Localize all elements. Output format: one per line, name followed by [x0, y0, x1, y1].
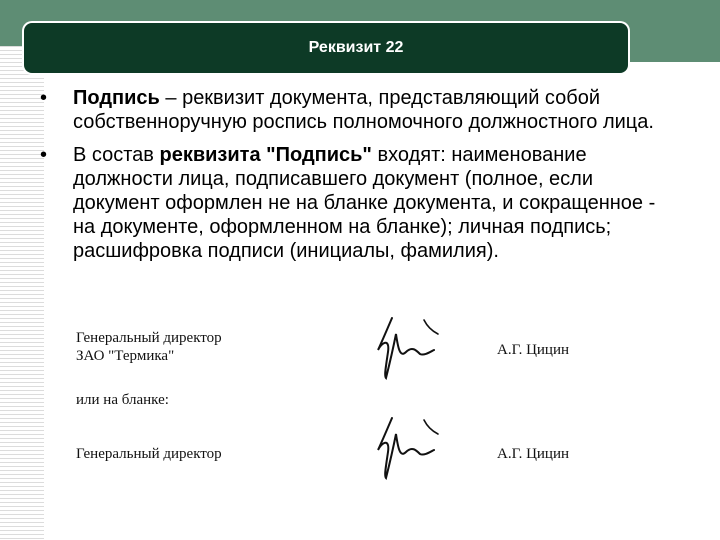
bullet-text: – реквизит документа, представляющий собой собственноручную роспись полномочного должностного лица. [73, 87, 654, 133]
sig-position-2: Генеральный директор [76, 446, 222, 462]
sig-position-line2: ЗАО "Термика" [76, 348, 175, 364]
title-bar [24, 23, 628, 73]
handwritten-signature-2 [372, 412, 444, 484]
bullet-definition [40, 86, 680, 134]
sig-name-2: А.Г. Цицин [497, 446, 570, 462]
page-title: Реквизит 22 [308, 39, 404, 56]
bullet-text: входят: наименование должности лица, подписавшего документ (полное, если документ оформлен не на бланке документа, и сокращенное - на документе, оформленном на бланке); личная подпись; расшифровка подписи (инициалы, фамилия). [73, 144, 656, 262]
sig-separator: или на бланке: [76, 392, 169, 408]
sig-position-line1: Генеральный директор [76, 330, 222, 346]
sig-position-1 [76, 329, 222, 365]
handwritten-signature-1 [372, 312, 444, 384]
decorative-stripes [0, 46, 44, 540]
bullet-prefix: В состав [73, 144, 160, 166]
bullet-term: реквизита "Подпись" [159, 144, 372, 166]
sig-name-1: А.Г. Цицин [497, 342, 570, 358]
bullet-term: Подпись [73, 87, 160, 109]
bullet-composition [40, 143, 680, 263]
content-area [40, 86, 680, 272]
